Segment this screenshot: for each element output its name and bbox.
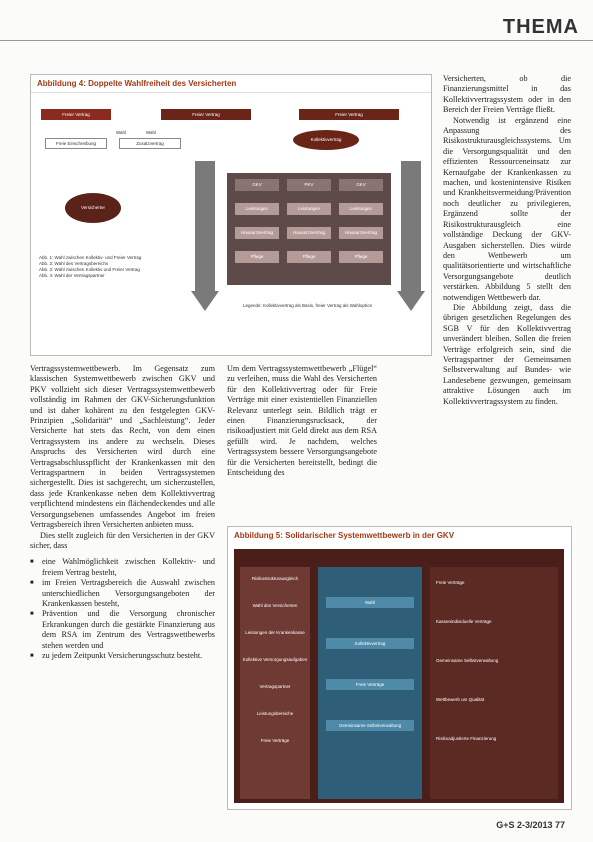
fig4-cell: Leistungen bbox=[235, 203, 279, 215]
fig5-left-column bbox=[240, 567, 310, 799]
figure-4-title: Abbildung 4: Doppelte Wahlfreiheit des Versicherten bbox=[31, 75, 431, 93]
bullet-item: ■ im Freien Vertragsbereich die Auswahl zwischen unterschiedlichen Versorgungsangeboten der Krankenkassen besteht, bbox=[30, 578, 215, 609]
fig4-cell: Hausarztvertrag bbox=[339, 227, 383, 239]
fig5-left-label: Risikostrukturausgleich bbox=[251, 576, 299, 581]
right-column-top bbox=[443, 74, 571, 407]
fig4-note: Legende: Kollektivvertrag als Basis, freier Vertrag als Wahloption bbox=[243, 303, 373, 308]
fig4-oval-versicherter: Versicherter bbox=[65, 193, 121, 223]
fig5-left-label: Leistungen der Krankenkasse bbox=[245, 630, 305, 635]
fig5-right-label: Wettbewerb um Qualität bbox=[436, 697, 485, 702]
fig4-cell: PKV bbox=[287, 179, 331, 191]
fig5-right-column bbox=[430, 567, 558, 799]
left-bullets bbox=[30, 557, 215, 661]
header-rule bbox=[0, 40, 593, 41]
middle-paragraph: Um dem Vertragssystemwettbewerb „Flügel“ zu verleihen, muss die Wahl des Versicherten für den Kollektivvertrag oder für Freie Verträge mit einer existentiellen Finanziellen Relevanz unterlegt sein. Bildlich trägt er einen Finanzierungsrucksack, der risikoadjustiert mit Geld direkt aus dem RSA gefüllt wird. Je nachdem, welches Vertragssystem bessere Versorgungsangebote für die Versicherten bereitstellt, bedingt die Entscheidung des bbox=[227, 364, 377, 478]
fig5-left-label: Kollektive Versorgungsaufgaben bbox=[242, 657, 308, 662]
fig4-box-2: Freier Vertrag bbox=[161, 109, 251, 120]
fig4-cell: Pflege bbox=[339, 251, 383, 263]
fig4-wahl-2: Wahl bbox=[145, 130, 157, 135]
middle-column bbox=[227, 364, 377, 478]
fig4-box-5: Zusatzvertrag bbox=[119, 138, 181, 149]
fig4-cell: GKV bbox=[235, 179, 279, 191]
fig5-right-label: Kassenindividuelle Verträge bbox=[436, 619, 492, 624]
fig4-grid bbox=[227, 173, 391, 285]
figure-4 bbox=[30, 74, 432, 356]
right-paragraph-3: Die Abbildung zeigt, dass die übrigen gesetzlichen Regelungen des SGB V für den Kollektivvertrag unverändert bleiben. Sollen die freien Verträge erfolgreich sein, sind die Vertragspartner der Gemeinsamen Selbstverwaltung auf Bundes- wie Landesebene gezwungen, gemeinsam attraktive Lösungen auch im Kollektivvertragssystem zu finden. bbox=[443, 302, 571, 406]
bullet-item: ■ zu jedem Zeitpunkt Versicherungsschutz besteht. bbox=[30, 651, 215, 661]
fig4-arrow-left bbox=[191, 161, 219, 311]
right-paragraph-1: Versicherten, ob die Finanzierungsmittel in das Kollektivvertragssystem oder in den Bereich der Freien Verträge fließt. bbox=[443, 74, 571, 115]
fig4-cell: Pflege bbox=[235, 251, 279, 263]
fig4-box-3: Freier Vertrag bbox=[299, 109, 399, 120]
fig5-mid-column bbox=[318, 567, 422, 799]
fig5-mid-label: Freie Verträge bbox=[326, 679, 414, 690]
fig4-legend-line: Abb. 3: Wahl zwischen Kollektiv und Freier Vertrag bbox=[39, 267, 140, 272]
fig5-diagram bbox=[234, 549, 564, 803]
fig4-cell: Hausarztvertrag bbox=[235, 227, 279, 239]
fig4-legend-line: Abb. 4: Wahl der Vertragspartner bbox=[39, 273, 105, 278]
fig5-mid-label: Kollektivvertrag bbox=[326, 638, 414, 649]
fig5-right-label: Gemeinsame Selbstverwaltung bbox=[436, 658, 499, 663]
fig5-left-label: Wahl des Versicherten bbox=[252, 603, 298, 608]
fig5-left-label: Freie Verträge bbox=[260, 738, 290, 743]
fig4-cell: Hausarztvertrag bbox=[287, 227, 331, 239]
fig4-legend bbox=[39, 255, 189, 335]
fig5-mid-label: Wahl bbox=[326, 597, 414, 608]
fig4-oval-kollektiv: Kollektivvertrag bbox=[293, 130, 359, 150]
left-paragraph-1: Vertragssystemwettbewerb. Im Gegensatz zum klassischen Systemwettbewerb zwischen GKV und PKV vollzieht sich dieser Vertragssystemwettbewerb vollständig im Rahmen der GKV-Sicherungsfunktion und ist daher kohärent zu den festgelegten GKV-Prinzipien „Solidarität“ und „Sachleistung“. Jeder Versicherte hat stets das Recht, von dem einen Vertragssystem ins andere zu wechseln. Dieses Anspruchs des Versicherten wird durch eine Vertragsabschlusspflicht der Krankenkassen mit den Vertragspartnern in beiden Vertragssystemen sichergestellt. Dies ist sachgerecht, um sicherzustellen, dass jede Krankenkasse neben dem Kollektivvertrag verpflichtend mindestens ein flächendeckendes und alle Versorgungsebenen umfassendes Angebot im freien Vertragsbereich ihren Versicherten anbieten muss. bbox=[30, 364, 215, 530]
left-paragraph-2: Dies stellt zugleich für den Versicherten in der GKV sicher, dass bbox=[30, 530, 215, 550]
fig4-legend-line: Abb. 1: Wahl zwischen Kollektiv- und Freier Vertrag bbox=[39, 255, 142, 260]
fig4-arrow-right bbox=[397, 161, 425, 311]
fig5-left-label: Leistungsbereiche bbox=[256, 711, 294, 716]
bullet-item: ■ Prävention und die Versorgung chronischer Erkrankungen durch die gestärkte Finanzierung aus dem RSA im Zentrum des Vertragswettbewerbs stehen werden und bbox=[30, 609, 215, 651]
figure-5 bbox=[227, 526, 572, 810]
fig5-right-label: Risikoadjustierte Finanzierung bbox=[436, 736, 497, 741]
fig4-cell: Leistungen bbox=[287, 203, 331, 215]
fig4-cell: Pflege bbox=[287, 251, 331, 263]
fig4-box-1: Freier Vertrag bbox=[41, 109, 111, 120]
bullet-item: ■ eine Wahlmöglichkeit zwischen Kollektiv- und freiem Vertrag besteht, bbox=[30, 557, 215, 578]
fig5-right-label: Freie Verträge bbox=[436, 580, 465, 585]
fig4-cell: Leistungen bbox=[339, 203, 383, 215]
fig5-mid-label: Gemeinsame Selbstverwaltung bbox=[326, 720, 414, 731]
fig4-legend-line: Abb. 2: Wahl des Vertragsbereichs bbox=[39, 261, 109, 266]
left-column bbox=[30, 364, 215, 661]
section-label: THEMA bbox=[502, 16, 579, 38]
figure-5-title: Abbildung 5: Solidarischer Systemwettbewerb in der GKV bbox=[234, 531, 455, 540]
fig5-left-label: Vertragspartner bbox=[259, 684, 291, 689]
page-footer: G+S 2-3/2013 77 bbox=[496, 820, 565, 830]
right-paragraph-2: Notwendig ist ergänzend eine Anpassung des Risikostrukturausgleichssystems. Um die Versorgungsqualität und den effizienten Ressourceneinsatz zur Kernaufgabe der Krankenkassen zu machen, und kostenintensive Risiken und Krankheitsvermeidung/Prävention noch deutlicher zu privilegieren, Ergänzend sollte der Risikostrukturausgleich eine vollständige Deckung der GKV-Ausgaben sicherstellen. Dies würde den Wettbewerb um qualitätsorientierte und wirtschaftliche Versorgungsangebote deutlich verstärken. Abbildung 5 stellt den notwendigen Wettbewerb dar. bbox=[443, 115, 571, 302]
fig4-box-4: Freie Einschreibung bbox=[45, 138, 107, 149]
fig4-cell: GKV bbox=[339, 179, 383, 191]
fig4-wahl-1: Wahl bbox=[115, 130, 127, 135]
